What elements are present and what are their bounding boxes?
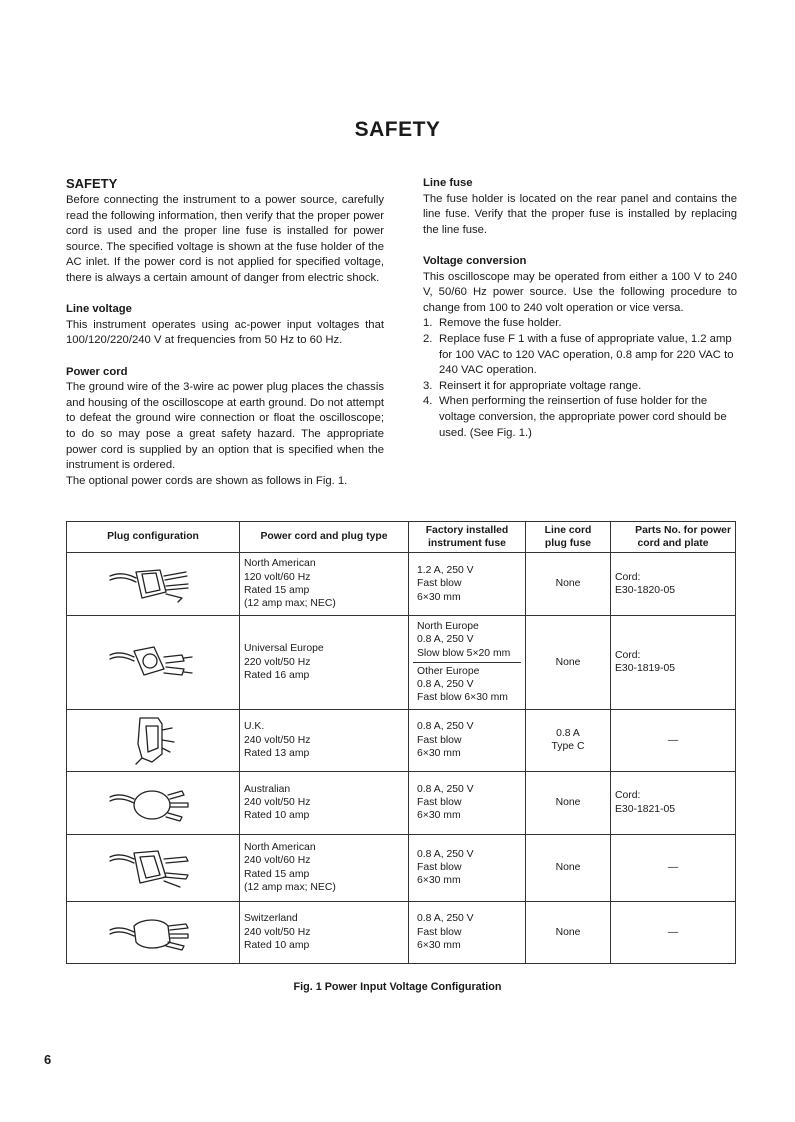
plug-cell bbox=[67, 709, 240, 771]
line-cord-fuse-cell: 0.8 A Type C bbox=[526, 709, 611, 771]
parts-cell: Cord: E30-1819-05 bbox=[611, 616, 736, 710]
fuse-cell: North Europe 0.8 A, 250 V Slow blow 5×20 mm Other Europe 0.8 A, 250 V Fast blow 6×30 mm bbox=[409, 616, 526, 710]
north-american-240-plug-icon bbox=[108, 845, 198, 891]
table-row bbox=[67, 901, 736, 963]
parts-cell: — bbox=[611, 709, 736, 771]
table-row bbox=[67, 616, 736, 710]
cord-cell: Switzerland 240 volt/50 Hz Rated 10 amp bbox=[240, 901, 409, 963]
australian-plug-icon bbox=[108, 783, 198, 823]
universal-europe-plug-icon bbox=[108, 639, 198, 685]
plug-cell bbox=[67, 771, 240, 834]
header-fuse: Factory installed instrument fuse bbox=[409, 522, 526, 553]
cord-cell: Australian 240 volt/50 Hz Rated 10 amp bbox=[240, 771, 409, 834]
figure-caption: Fig. 1 Power Input Voltage Configuration bbox=[293, 981, 502, 993]
table-row bbox=[67, 709, 736, 771]
right-column bbox=[423, 176, 737, 457]
power-cord-heading: Power cord bbox=[66, 365, 128, 378]
cord-cell: North American 120 volt/60 Hz Rated 15 amp (12 amp max; NEC) bbox=[240, 553, 409, 616]
step-item: 1. Remove the fuse holder. bbox=[423, 317, 562, 330]
line-cord-fuse-cell: None bbox=[526, 553, 611, 616]
plug-cell bbox=[67, 901, 240, 963]
parts-cell: Cord: E30-1821-05 bbox=[611, 771, 736, 834]
power-cord-text-2: The optional power cords are shown as follows in Fig. 1. bbox=[66, 474, 348, 487]
header-cord: Power cord and plug type bbox=[240, 522, 409, 553]
line-fuse-text: The fuse holder is located on the rear panel and contains the line fuse. Verify that the proper fuse is installed by replacing the line fuse. bbox=[423, 192, 737, 236]
line-cord-fuse-cell: None bbox=[526, 771, 611, 834]
power-config-table bbox=[66, 521, 736, 964]
uk-plug-icon bbox=[118, 714, 188, 766]
cord-cell: North American 240 volt/60 Hz Rated 15 amp (12 amp max; NEC) bbox=[240, 834, 409, 901]
cord-cell: Universal Europe 220 volt/50 Hz Rated 16 amp bbox=[240, 616, 409, 710]
plug-cell bbox=[67, 834, 240, 901]
line-voltage-text: This instrument operates using ac-power input voltages that 100/120/220/240 V at frequencies from 50 Hz to 60 Hz. bbox=[66, 318, 384, 347]
voltage-conversion-heading: Voltage conversion bbox=[423, 254, 527, 267]
conversion-steps bbox=[423, 316, 737, 441]
north-american-plug-icon bbox=[108, 562, 198, 606]
fuse-cell: 0.8 A, 250 V Fast blow 6×30 mm bbox=[409, 771, 526, 834]
header-plug: Plug configuration bbox=[67, 522, 240, 553]
safety-heading: SAFETY bbox=[66, 176, 118, 191]
page-title: SAFETY bbox=[354, 118, 441, 141]
line-fuse-heading: Line fuse bbox=[423, 177, 473, 189]
plug-cell bbox=[67, 616, 240, 710]
step-item: 2. Replace fuse F 1 with a fuse of appropriate value, 1.2 amp for 100 VAC to 120 VAC operation, 0.8 amp for 220 VAC to 240 VAC operation. bbox=[423, 332, 734, 377]
table-row bbox=[67, 771, 736, 834]
safety-intro: Before connecting the instrument to a power source, carefully read the following information, then verify that the proper power cord is used and the proper line fuse is installed for power source. The specified voltage is shown at the fuse holder of the AC inlet. If the power cord is not applied for specified voltage, there is always a certain amount of danger from electric shock. bbox=[66, 194, 384, 284]
step-item: 4. When performing the reinsertion of fuse holder for the voltage conversion, the appropriate power cord should be used. (See Fig. 1.) bbox=[423, 395, 727, 439]
step-item: 3. Reinsert it for appropriate voltage range. bbox=[423, 379, 642, 392]
page-number: 6 bbox=[44, 1052, 52, 1067]
parts-cell: — bbox=[611, 834, 736, 901]
power-cord-text: The ground wire of the 3-wire ac power plug places the chassis and housing of the oscilloscope at earth ground. Do not attempt to defeat the ground wire connection or float the oscilloscope; to do so may pose a great safety hazard. The appropriate power cord is supplied by an option that is specified when the instrument is ordered. bbox=[66, 381, 384, 472]
fuse-cell: 0.8 A, 250 V Fast blow 6×30 mm bbox=[409, 901, 526, 963]
line-voltage-heading: Line voltage bbox=[66, 303, 132, 316]
left-column bbox=[66, 176, 384, 505]
parts-cell: — bbox=[611, 901, 736, 963]
fuse-cell: 0.8 A, 250 V Fast blow 6×30 mm bbox=[409, 834, 526, 901]
switzerland-plug-icon bbox=[108, 912, 198, 952]
header-parts: Parts No. for power cord and plate bbox=[611, 522, 736, 553]
table-row bbox=[67, 553, 736, 616]
fuse-cell: 0.8 A, 250 V Fast blow 6×30 mm bbox=[409, 709, 526, 771]
plug-cell bbox=[67, 553, 240, 616]
table-row bbox=[67, 834, 736, 901]
table-header-row bbox=[67, 522, 736, 553]
line-cord-fuse-cell: None bbox=[526, 901, 611, 963]
line-cord-fuse-cell: None bbox=[526, 834, 611, 901]
cord-cell: U.K. 240 volt/50 Hz Rated 13 amp bbox=[240, 709, 409, 771]
line-cord-fuse-cell: None bbox=[526, 616, 611, 710]
header-line-cord-fuse: Line cord plug fuse bbox=[526, 522, 611, 553]
parts-cell: Cord: E30-1820-05 bbox=[611, 553, 736, 616]
fuse-cell: 1.2 A, 250 V Fast blow 6×30 mm bbox=[409, 553, 526, 616]
voltage-conversion-text: This oscilloscope may be operated from either a 100 V to 240 V, 50/60 Hz power source. Use the following procedure to change from 100 to 240 volt operation or vice versa. bbox=[423, 270, 737, 314]
